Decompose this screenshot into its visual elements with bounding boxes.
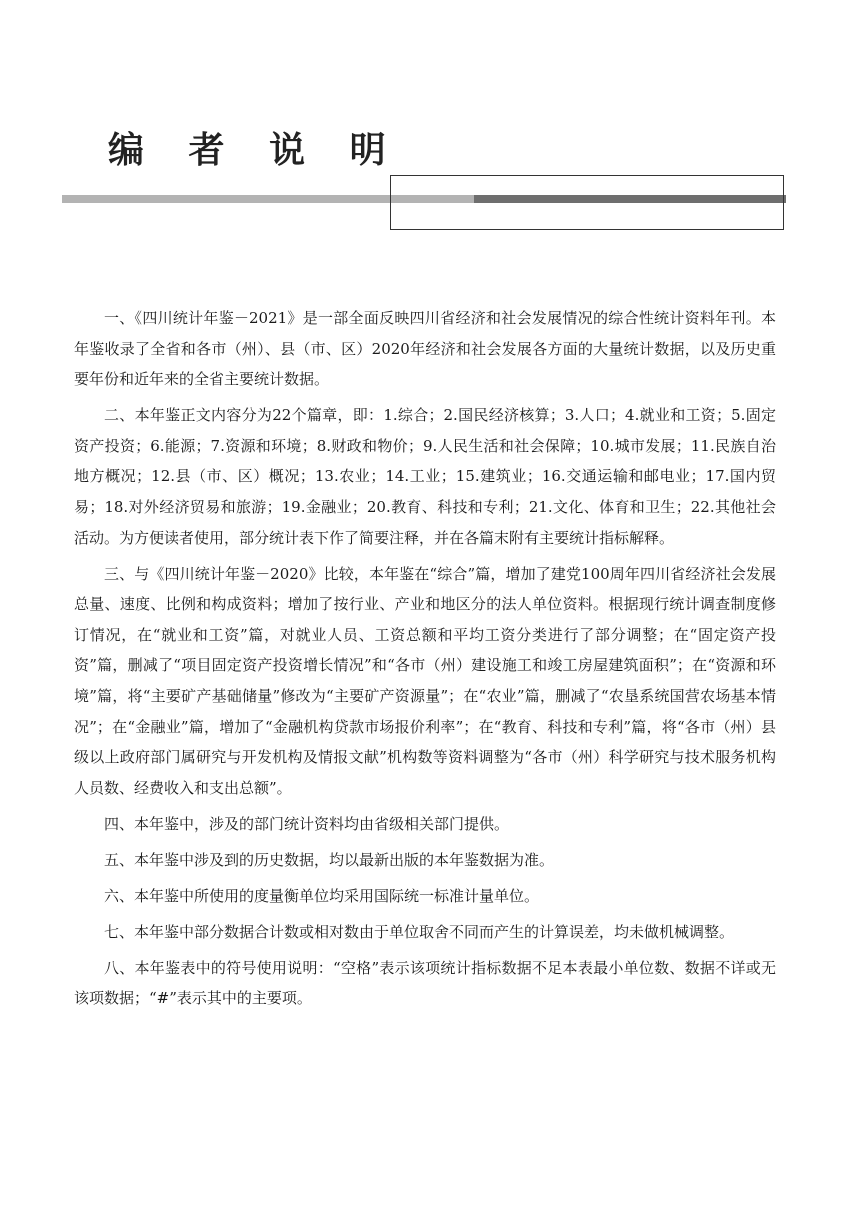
paragraph-4: 四、本年鉴中，涉及的部门统计资料均由省级相关部门提供。 [104, 814, 510, 833]
paragraph-7: 七、本年鉴中部分数据合计数或相对数由于单位取舍不同而产生的计算误差，均未做机械调整。 [104, 922, 735, 941]
paragraph-8: 八、本年鉴表中的符号使用说明：“空格”表示该项统计指标数据不足本表最小单位数、数据不详或无该项数据；“#”表示其中的主要项。 [74, 958, 776, 1008]
paragraph-6: 六、本年鉴中所使用的度量衡单位均采用国际统一标准计量单位。 [104, 886, 540, 905]
editor-notes-body [74, 303, 776, 1019]
page-title: 编 者 说 明 [108, 130, 402, 171]
header-frame [390, 175, 784, 230]
paragraph-3: 三、与《四川统计年鉴－2020》比较，本年鉴在“综合”篇，增加了建党100周年四川省经济社会发展总量、速度、比例和构成资料；增加了按行业、产业和地区分的法人单位资料。根据现行统计调查制度修订情况，在“就业和工资”篇，对就业人员、工资总额和平均工资分类进行了部分调整；在“固定资产投资”篇，删减了“项目固定资产投资增长情况”和“各市（州）建设施工和竣工房屋建筑面积”；在“资源和环境”篇，将“主要矿产基础储量”修改为“主要矿产资源量”；在“农业”篇，删减了“农垦系统国营农场基本情况”；在“金融业”篇，增加了“金融机构贷款市场报价利率”；在“教育、科技和专利”篇，将“各市（州）县级以上政府部门属研究与开发机构及情报文献”机构数等资料调整为“各市（州）科学研究与技术服务机构人员数、经费收入和支出总额”。 [74, 564, 776, 797]
paragraph-2: 二、本年鉴正文内容分为22个篇章，即：1.综合；2.国民经济核算；3.人口；4.就业和工资；5.固定资产投资；6.能源；7.资源和环境；8.财政和物价；9.人民生活和社会保障；10.城市发展；11.民族自治地方概况；12.县（市、区）概况；13.农业；14.工业；15.建筑业；16.交通运输和邮电业；17.国内贸易；18.对外经济贸易和旅游；19.金融业；20.教育、科技和专利；21.文化、体育和卫生；22.其他社会活动。为方便读者使用，部分统计表下作了简要注释，并在各篇末附有主要统计指标解释。 [74, 406, 776, 547]
paragraph-5: 五、本年鉴中涉及到的历史数据，均以最新出版的本年鉴数据为准。 [104, 850, 555, 869]
paragraph-1: 一、《四川统计年鉴－2021》是一部全面反映四川省经济和社会发展情况的综合性统计资料年刊。本年鉴收录了全省和各市（州）、县（市、区）2020年经济和社会发展各方面的大量统计数据，以及历史重要年份和近年来的全省主要统计数据。 [74, 309, 776, 389]
